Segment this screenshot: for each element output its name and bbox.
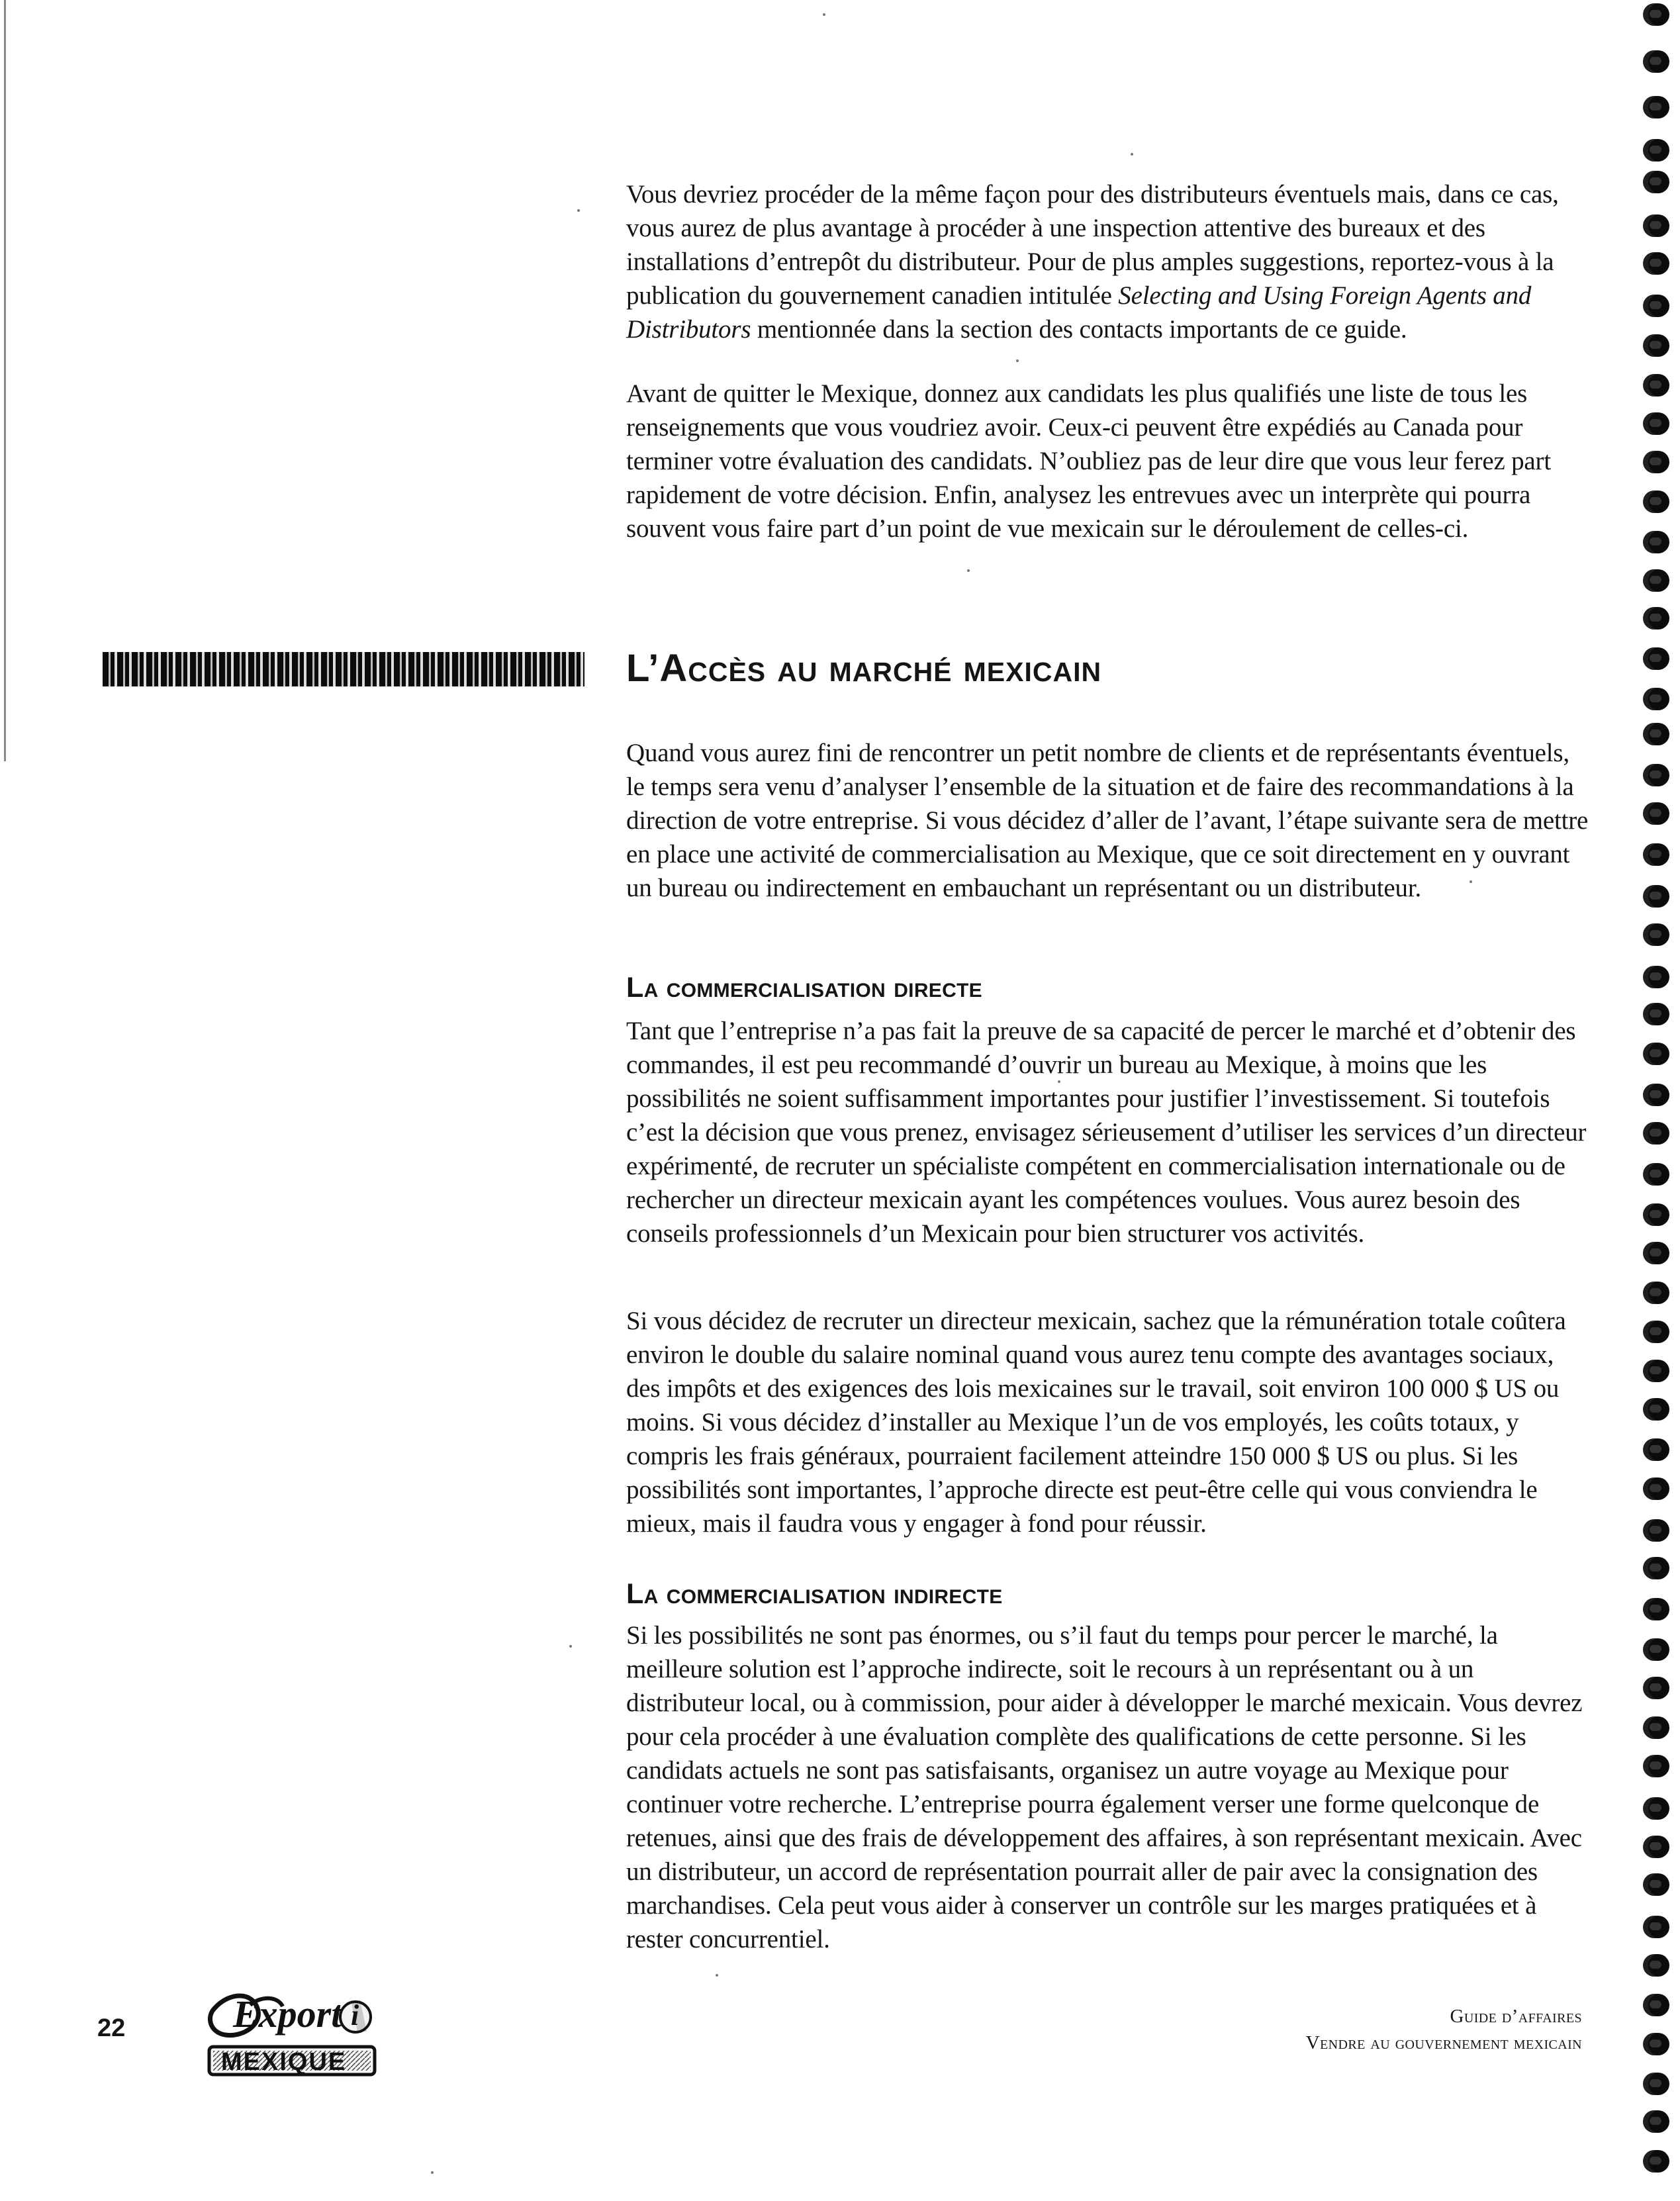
logo-i-text: i [351,1999,359,2032]
binding-hole [1643,50,1669,73]
publication-title: Selecting and Using Foreign Agents and Distributors [626,281,1532,344]
binding-hole [1643,2110,1669,2133]
binding-hole [1643,966,1669,988]
binding-hole [1643,1519,1669,1542]
indirect-marketing-heading: La commercialisation indirecte [626,1578,1003,1610]
binding-hole [1643,1163,1669,1186]
binding-hole [1643,647,1669,670]
binding-hole [1643,139,1669,162]
binding-hole [1643,1954,1669,1977]
page-number: 22 [97,2014,126,2042]
binding-hole [1643,1916,1669,1938]
binding-hole [1643,491,1669,513]
binding-hole [1643,1282,1669,1304]
binding-hole [1643,2150,1669,2173]
binding-hole [1643,723,1669,745]
binding-hole [1643,1203,1669,1226]
intro-paragraph-1-start: Vous devriez procéder de la même façon pour des distributeurs éventuels mais, dans ce cas, vous aurez de plus avantage à procéder à une inspection attentive des bureaux et des installations d’entrepôt du distributeur. Pour de plus amples suggestions, reportez-vous à la publication du gouvernement canadien intitulée [626,180,1559,310]
binding-hole [1643,1994,1669,2016]
binding-hole [1643,1043,1669,1065]
binding-hole [1643,802,1669,825]
binding-hole [1643,1084,1669,1106]
binding-hole [1643,1477,1669,1500]
export-mexique-logo [193,1989,396,2081]
binding-hole [1643,1122,1669,1145]
binding-hole [1643,1321,1669,1343]
binding-hole [1643,171,1669,193]
page-edge [4,0,6,761]
scan-speck [1131,153,1133,156]
binding-hole [1643,214,1669,237]
binding-hole [1643,2033,1669,2055]
binding-hole [1643,295,1669,317]
binding-hole [1643,451,1669,473]
binding-hole [1643,923,1669,946]
scan-speck [967,569,970,572]
binding-hole [1643,843,1669,866]
spiral-binding-strip [1642,0,1673,2201]
binding-hole [1643,1755,1669,1777]
binding-hole [1643,607,1669,630]
binding-hole [1643,1873,1669,1896]
binding-hole [1643,1638,1669,1661]
binding-hole [1643,1716,1669,1739]
scan-speck [716,1974,718,1977]
binding-hole [1643,1360,1669,1382]
intro-content [626,177,1593,545]
direct-marketing-paragraph-1: Tant que l’entreprise n’a pas fait la preuve de sa capacité de percer le marché et d’obtenir des commandes, il est peu recommandé d’ouvrir un bureau au Mexique, à moins que les possibilités ne soient suffisamment importantes pour justifier l’investissement. Si toutefois c’est la décision que vous prenez, envisagez sérieusement d’utiliser les services d’un directeur expérimenté, de recruter un spécialiste compétent en commercialisation internationale ou de rechercher un directeur mexicain ayant les compétences voulues. Vous aurez besoin des conseils professionnels d’un Mexicain pour bien structurer vos activités. [626,1017,1587,1248]
direct-marketing-heading: La commercialisation directe [626,972,982,1004]
binding-hole [1643,1242,1669,1264]
binding-hole [1643,531,1669,553]
footer-guide-line-1: Guide d’affaires [1450,2006,1582,2027]
binding-hole [1643,252,1669,275]
binding-hole [1643,96,1669,118]
binding-hole [1643,569,1669,592]
binding-hole [1643,1398,1669,1421]
section-intro-paragraph: Quand vous aurez fini de rencontrer un petit nombre de clients et de représentants éventuels, le temps sera venu d’analyser l’ensemble de la situation et de faire des recommandations à la direction de votre entreprise. Si vous décidez d’aller de l’avant, l’étape suivante sera de mettre en place une activité de commercialisation au Mexique, que ce soit directement en y ouvrant un bureau ou indirectement en embauchant un représentant ou un distributeur. [626,739,1589,902]
binding-hole [1643,688,1669,710]
binding-hole [1643,1677,1669,1699]
scan-speck [577,209,580,212]
scan-speck [823,13,825,16]
binding-hole [1643,764,1669,786]
binding-hole [1643,1438,1669,1461]
intro-paragraph-1 [626,177,1593,346]
footer-guide-title [986,2003,1582,2056]
binding-hole [1643,1797,1669,1820]
section-heading-band [103,652,584,686]
scan-speck [569,1645,572,1648]
binding-hole [1643,1003,1669,1025]
intro-paragraph-2: Avant de quitter le Mexique, donnez aux candidats les plus qualifiés une liste de tous les renseignements que vous voudriez avoir. Ceux-ci peuvent être expédiés au Canada pour terminer votre évaluation des candidats. N’oubliez pas de leur dire que vous leur ferez part rapidement de votre décision. Enfin, analysez les entrevues avec un interprète qui pourra souvent vous faire part d’un point de vue mexicain sur le déroulement de celles-ci. [626,379,1551,543]
binding-hole [1643,885,1669,908]
footer-guide-line-2: Vendre au gouvernement mexicain [1305,2032,1582,2053]
binding-hole [1643,1598,1669,1620]
indirect-marketing-paragraph: Si les possibilités ne sont pas énormes, ou s’il faut du temps pour percer le marché, la meilleure solution est l’approche indirecte, soit le recours à un représentant ou à un distributeur local, ou à commission, pour aider à développer le marché mexicain. Vous devrez pour cela procéder à une évaluation complète des qualifications de cette personne. Si les candidats actuels ne sont pas satisfaisants, organisez un autre voyage au Mexique pour continuer votre recherche. L’entreprise pourra également verser une forme quelconque de retenues, ainsi que des frais de développement des affaires, à son représentant mexicain. Avec un distributeur, un accord de représentation pourrait aller de pair avec la consignation des marchandises. Cela peut vous aider à conserver un contrôle sur les marges pratiquées et à rester concurrentiel. [626,1621,1583,1953]
binding-hole [1643,3,1669,26]
binding-hole [1643,412,1669,435]
direct-marketing-paragraph-2: Si vous décidez de recruter un directeur mexicain, sachez que la rémunération totale coûtera environ le double du salaire nominal quand vous aurez tenu compte des avantages sociaux, des impôts et des exigences des lois mexicaines sur le travail, soit environ 100 000 $ US ou moins. Si vous décidez d’installer au Mexique l’un de vos employés, les coûts totaux, y compris les frais généraux, pourraient facilement atteindre 150 000 $ US ou plus. Si les possibilités sont importantes, l’approche directe est peut-être celle qui vous conviendra le mieux, mais il faudra vous y engager à fond pour réussir. [626,1307,1566,1538]
binding-hole [1643,1557,1669,1579]
section-title: L’Accès au marché mexicain [626,647,1102,690]
binding-hole [1643,1836,1669,1858]
logo-mexique-text: MEXIQUE [221,2048,347,2076]
scan-speck [431,2171,434,2174]
binding-hole [1643,2073,1669,2095]
binding-hole [1643,374,1669,397]
logo-export-text: Export [233,1992,342,2036]
intro-paragraph-1-end: mentionnée dans la section des contacts importants de ce guide. [751,315,1407,344]
binding-hole [1643,334,1669,357]
